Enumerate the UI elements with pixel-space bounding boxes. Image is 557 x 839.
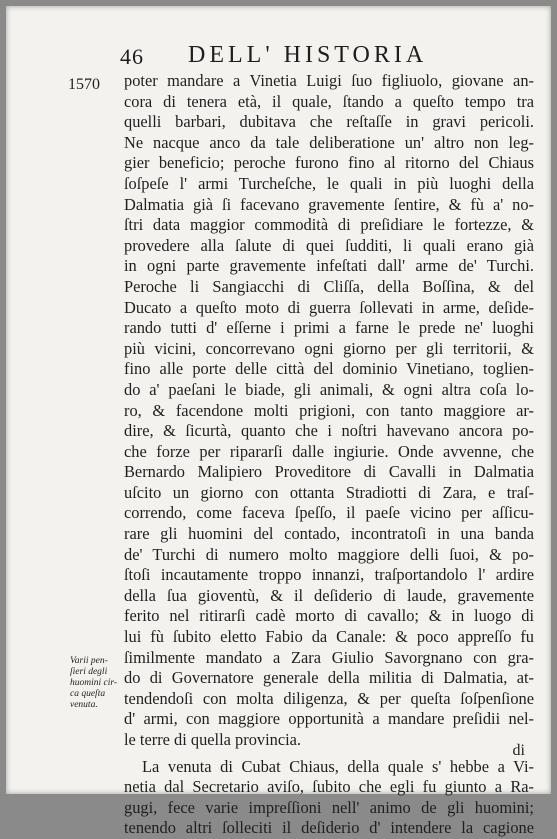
margin-note-line: ſieri degli — [70, 667, 108, 677]
margin-year: 1570 — [68, 76, 100, 93]
text-line: Ne nacque anco da tale deliberatione un' altro non leg- — [124, 132, 534, 152]
text-line: della ſua gioventù, & il deſiderio di laude, gravemente — [124, 585, 534, 605]
text-line: de' Turchi di numero molto maggiore delli ſuoi, & po- — [124, 544, 534, 564]
text-line: Peroche li Sangiacchi di Cliſſa, della Boſſina, & del — [124, 276, 534, 296]
text-line: La venuta di Cubat Chiaus, della quale s' hebbe a Vi- — [142, 756, 534, 776]
text-line: correndo, come faceva ſpeſſo, il paeſe vicino per aſſicu- — [124, 503, 534, 523]
text-line: do di Governatore generale della militia di Dalmatia, at- — [124, 668, 534, 688]
catchword: di — [512, 742, 525, 759]
text-line: quelli barbari, dubitava che reſtaſſe in gravi pericoli. — [124, 112, 534, 132]
running-title: DELL' HISTORIA — [188, 42, 428, 68]
text-line: rando tutti d' eſſerne i primi a farne le prede ne' luoghi — [124, 318, 534, 338]
margin-note-line: venuta. — [70, 700, 98, 710]
margin-note-line: Varii pen- — [70, 656, 108, 666]
text-line: ſimilmente mandato a Zara Giulio Savorgnano con gra- — [124, 647, 534, 667]
text-line: poter mandare a Vinetia Luigi ſuo figliuolo, giovane an- — [124, 71, 534, 90]
text-line: ſoſpeſe l' armi Turcheſche, le quali in più luoghi della — [124, 173, 534, 193]
body-text — [124, 71, 534, 839]
book-page — [6, 6, 551, 838]
text-line: do a' paeſani le biade, gli animali, & ogni altra coſa lo- — [124, 379, 534, 399]
text-line: dire, & ſicurtà, quanto che i noſtri havevano ancora po- — [124, 421, 534, 441]
text-line: Bernardo Malipiero Proveditore di Cavalli in Dalmatia — [124, 462, 534, 482]
text-line: in ogni parte gravemente infeſtati dall' arme de' Turchi. — [124, 256, 534, 276]
text-line: Dalmatia già ſi facevano gravemente ſentire, & fù a' no- — [124, 194, 534, 214]
text-line: uſcito un giorno con ottanta Stradiotti di Zara, e traſ- — [124, 482, 534, 502]
text-line: lui fù ſubito eletto Fabio da Canale: & poco appreſſo fu — [124, 627, 534, 647]
page-header — [6, 42, 551, 74]
text-line: ferito nel ritirarſi cadè morto di cavallo; & in luogo di — [124, 606, 534, 626]
text-line: fino alle porte delle città del dominio Vinetiano, toglien- — [124, 359, 534, 379]
text-line: che forze per ripararſi dalle ingiurie. Onde avvenne, che — [124, 441, 534, 461]
text-line: cora di tenera età, il quale, ſtando a queſto tempo tra — [124, 91, 534, 111]
text-line: provedere alla ſalute di quei ſudditi, li quali erano già — [124, 235, 534, 255]
text-line: netia dal Secretario aviſo, ſubito che egli fu giunto a Ra- — [124, 777, 534, 797]
text-line: tenendo altri ſolleciti il deſiderio d' intendere la cagione — [124, 818, 534, 838]
text-line: ſtri data maggior commodità di preſidiare le fortezze, & — [124, 215, 534, 235]
text-line: gier beneficio; peroche furono fino al ritorno del Chiaus — [124, 153, 534, 173]
text-line: più vicini, concorrevano ogni giorno per gli territorii, & — [124, 338, 534, 358]
text-line: rare gli huomini del contado, incontratoſi in una banda — [124, 524, 534, 544]
text-line: tendendoſi con molta diligenza, & per queſta ſoſpenſione — [124, 688, 534, 708]
text-line: le terre di quella provincia. — [124, 730, 302, 749]
text-line: Ducato a queſto moto di guerra ſollevati in arme, deſide- — [124, 297, 534, 317]
text-line: ſtoſi incautamente troppo innanzi, traſportandolo l' ardire — [124, 565, 534, 585]
margin-note — [70, 656, 118, 711]
margin-note-line: ca queſta — [70, 689, 106, 699]
text-line: d' armi, con maggiore opportunità a mandare preſidii nel- — [124, 709, 534, 729]
page-number: 46 — [120, 44, 144, 69]
text-line: ro, & facendone molti prigioni, con tanto maggiore ar- — [124, 400, 534, 420]
margin-note-line: huomini cir- — [70, 678, 118, 688]
text-line: gugi, fece varie impreſſioni nell' animo de gli huomini; — [124, 797, 534, 817]
